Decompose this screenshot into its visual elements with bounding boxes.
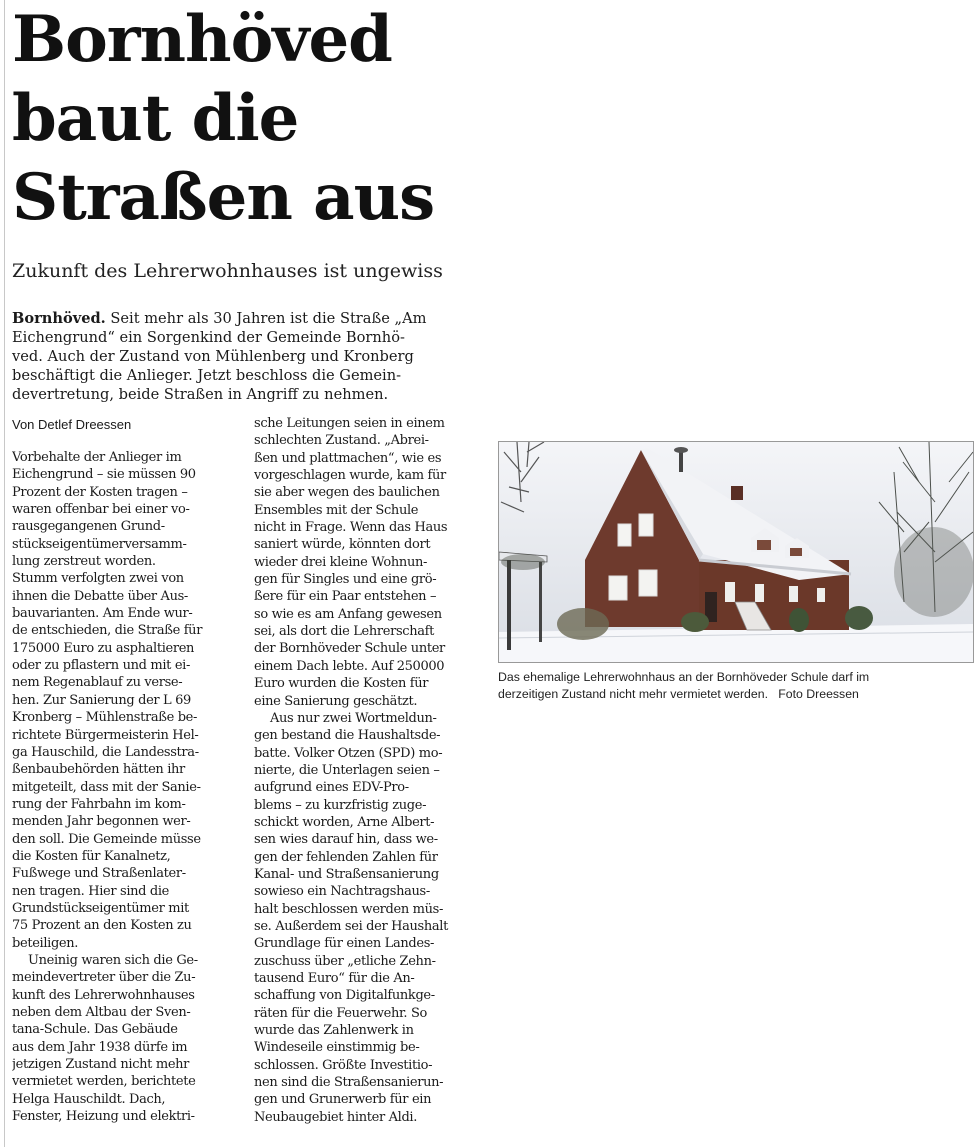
body-line: Eichengrund – sie müssen 90 [12, 467, 196, 483]
body-line: so wie es am Anfang gewesen [254, 606, 442, 622]
body-line: nem Regenablauf zu verse- [12, 675, 183, 691]
body-line: eine Sanierung geschätzt. [254, 693, 418, 709]
body-line: oder zu pflastern und mit ei- [12, 658, 191, 674]
lead-kicker: Bornhöved. [12, 310, 106, 327]
headline-line-2: baut die [12, 81, 299, 156]
body-line: meindevertreter über die Zu- [12, 970, 196, 986]
lead-paragraph [12, 309, 464, 404]
column-rule [4, 0, 5, 1147]
body-line: schlossen. Größte Investitio- [254, 1057, 433, 1073]
body-line: der Bornhöveder Schule unter [254, 641, 445, 657]
body-line: neben dem Altbau der Sven- [12, 1005, 191, 1020]
body-line: Kronberg – Mühlenstraße be- [12, 710, 198, 726]
body-line: schlechten Zustand. „Abrei- [254, 433, 429, 449]
body-line: se. Außerdem sei der Haushalt [254, 918, 448, 934]
body-line: aufgrund eines EDV-Pro- [254, 780, 409, 796]
body-line: Kanal- und Straßensanierung [254, 866, 439, 882]
body-line: aus dem Jahr 1938 dürfe im [12, 1039, 188, 1055]
body-line: Vorbehalte der Anlieger im [12, 450, 182, 465]
body-line: menden Jahr begonnen wer- [12, 814, 191, 830]
body-line: Uneinig waren sich die Ge- [28, 952, 198, 968]
body-line: räten für die Feuerwehr. So [254, 1005, 428, 1021]
body-line: vorgeschlagen wurde, kam für [254, 468, 446, 484]
body-line: Helga Hauschildt. Dach, [12, 1091, 166, 1107]
subheadline: Zukunft des Lehrerwohnhauses ist ungewiss [12, 260, 443, 282]
body-line: rausgegangenen Grund- [12, 519, 165, 535]
lead-line: devertretung, beide Straßen in Angriff zu nehmen. [12, 386, 389, 403]
body-line: sie aber wegen des baulichen [254, 485, 440, 501]
body-line: saniert würde, könnten dort [254, 537, 431, 553]
body-line: Prozent der Kosten tragen – [12, 484, 188, 500]
body-line: Stumm verfolgten zwei von [12, 571, 184, 587]
body-line: die Kosten für Kanalnetz, [12, 848, 171, 864]
body-line: ßen und plattmachen“, wie es [254, 450, 442, 466]
body-line: tausend Euro“ für die An- [254, 971, 415, 986]
body-line: waren offenbar bei einer vo- [12, 502, 190, 518]
headline-line-1: Bornhöved [12, 2, 392, 77]
body-line: einem Dach lebte. Auf 250000 [254, 658, 445, 674]
byline: Von Detlef Dreessen [12, 417, 132, 432]
headline [12, 0, 482, 237]
lead-line [12, 309, 464, 328]
body-line: nierte, die Unterlagen seien – [254, 762, 440, 778]
body-line: rung der Fahrbahn im kom- [12, 796, 186, 812]
body-line: Fußwege und Straßenlater- [12, 866, 186, 882]
body-line: lung zerstreut worden. [12, 554, 156, 570]
body-line: ßere für ein Paar entstehen – [254, 589, 437, 605]
body-line: stückseigentümerversamm- [12, 536, 187, 552]
lead-line: ved. Auch der Zustand von Mühlenberg und Kronberg [12, 348, 414, 365]
body-line: Grundstückseigentümer mit [12, 900, 189, 916]
body-line: sei, als dort die Lehrerschaft [254, 624, 434, 640]
body-line: wurde das Zahlenwerk in [254, 1023, 414, 1039]
house-in-snow-image [499, 442, 973, 662]
body-line: 75 Prozent an den Kosten zu [12, 918, 192, 934]
lead-line: Eichengrund“ ein Sorgenkind der Gemeinde Bornhö- [12, 329, 405, 346]
body-line: gen für Singles und eine grö- [254, 572, 437, 588]
photo-caption [498, 669, 974, 703]
body-line: gen und Grunerwerb für ein [254, 1092, 432, 1108]
body-line: beteiligen. [12, 935, 79, 951]
body-line: mitgeteilt, dass mit der Sanie- [12, 779, 201, 795]
article-photo [498, 441, 974, 663]
lead-line-text: Seit mehr als 30 Jahren ist die Straße „Am [105, 310, 427, 327]
caption-line-with-credit [498, 686, 974, 703]
body-line: ßenbaubehörden hätten ihr [12, 762, 185, 778]
body-line: kunft des Lehrerwohnhauses [12, 987, 195, 1003]
body-column-2 [254, 415, 482, 1126]
body-line: richtete Bürgermeisterin Hel- [12, 727, 199, 743]
body-line: sowieso ein Nachtragshaus- [254, 884, 430, 900]
body-line: wieder drei kleine Wohnun- [254, 554, 428, 570]
body-line: Grundlage für einen Landes- [254, 936, 435, 952]
caption-text: derzeitigen Zustand nicht mehr vermietet werden. [498, 687, 768, 701]
body-line: vermietet werden, berichtete [12, 1074, 196, 1090]
body-line: Neubaugebiet hinter Aldi. [254, 1109, 418, 1125]
lead-line: beschäftigt die Anlieger. Jetzt beschloss die Gemein- [12, 367, 402, 384]
body-line: zuschuss über „etliche Zehn- [254, 953, 436, 969]
body-line: schickt worden, Arne Albert- [254, 814, 435, 830]
body-line: halt beschlossen werden müs- [254, 901, 444, 917]
body-line: nicht in Frage. Wenn das Haus [254, 520, 448, 536]
body-line: Ensembles mit der Schule [254, 502, 419, 518]
body-line: schaffung von Digitalfunkge- [254, 988, 435, 1004]
body-line: Euro wurden die Kosten für [254, 676, 429, 692]
body-line: de entschieden, die Straße für [12, 623, 203, 639]
body-line: sche Leitungen seien in einem [254, 416, 445, 431]
body-column-1 [12, 449, 240, 1125]
body-line: bauvarianten. Am Ende wur- [12, 606, 193, 622]
body-line: hen. Zur Sanierung der L 69 [12, 692, 191, 708]
caption-line: Das ehemalige Lehrerwohnhaus an der Bornhöveder Schule darf im [498, 670, 870, 684]
body-line: Aus nur zwei Wortmeldun- [270, 710, 437, 726]
body-line: sen wies darauf hin, dass we- [254, 832, 438, 848]
headline-line-3: Straßen aus [12, 160, 435, 235]
body-line: gen bestand die Haushaltsde- [254, 728, 441, 744]
body-line: nen sind die Straßensanierun- [254, 1075, 444, 1091]
body-line: den soll. Die Gemeinde müsse [12, 831, 201, 847]
body-line: jetzigen Zustand nicht mehr [12, 1057, 190, 1073]
body-line: nen tragen. Hier sind die [12, 883, 170, 899]
photo-credit: Foto Dreessen [778, 687, 859, 701]
body-line: batte. Volker Otzen (SPD) mo- [254, 745, 443, 761]
body-line: gen der fehlenden Zahlen für [254, 849, 438, 865]
body-line: tana-Schule. Das Gebäude [12, 1022, 178, 1038]
body-line: blems – zu kurzfristig zuge- [254, 797, 427, 813]
body-line: ihnen die Debatte über Aus- [12, 588, 188, 604]
body-line: ga Hauschild, die Landesstra- [12, 744, 199, 760]
body-line: Fenster, Heizung und elektri- [12, 1109, 195, 1125]
body-line: Windeseile einstimmig be- [254, 1040, 420, 1056]
body-line: 175000 Euro zu asphaltieren [12, 640, 195, 656]
